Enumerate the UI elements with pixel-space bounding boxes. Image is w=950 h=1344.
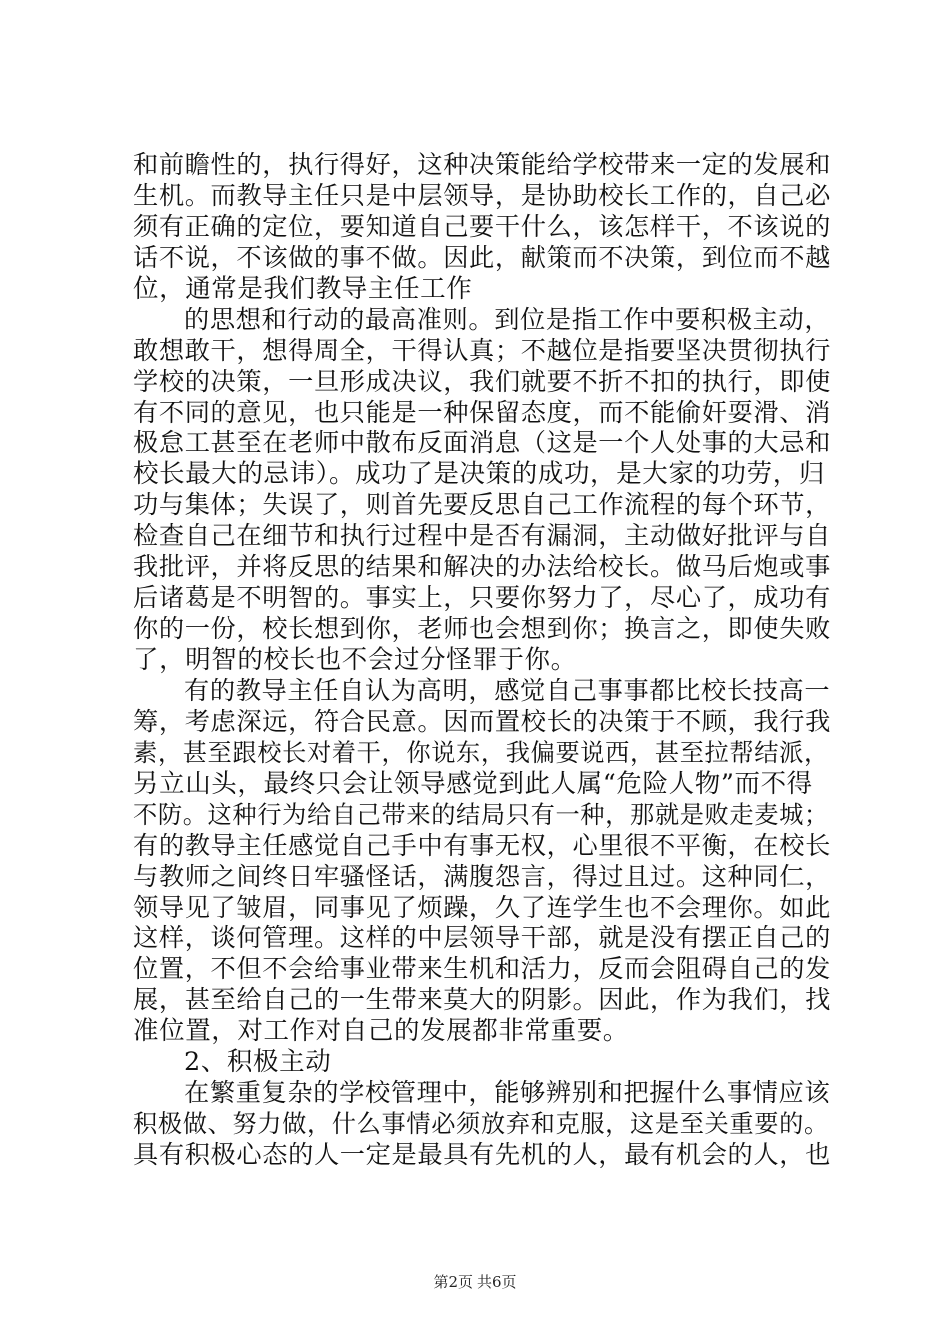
page-footer: [0, 1272, 950, 1292]
text-line: 校长最大的忌讳）。成功了是决策的成功，是大家的功劳，归: [133, 459, 825, 490]
section-heading: 2、积极主动: [184, 1047, 332, 1078]
text-line: 不防。这种行为给自己带来的结局只有一种，那就是败走麦城；: [133, 799, 829, 829]
text-line: 话不说，不该做的事不做。因此，献策而不决策，到位而不越: [133, 242, 831, 272]
text-line: 生机。而教导主任只是中层领导，是协助校长工作的，自己必: [133, 180, 831, 210]
text-line: 准位置，对工作对自己的发展都非常重要。: [133, 1016, 629, 1047]
text-line: 具有积极心态的人一定是最具有先机的人，最有机会的人，也: [133, 1140, 831, 1169]
text-line: 筹，考虑深远，符合民意。因而置校长的决策于不顾，我行我: [133, 706, 831, 736]
text-line: 与教师之间终日牢骚怪话，满腹怨言，得过且过。这种同仁，: [133, 861, 831, 891]
text-line: 积极做、努力做，什么事情必须放弃和克服，这是至关重要的。: [133, 1109, 829, 1139]
text-line: 须有正确的定位，要知道自己要干什么，该怎样干，不该说的: [133, 211, 831, 241]
text-line: 学校的决策，一旦形成决议，我们就要不折不扣的执行，即使: [133, 366, 831, 396]
text-line: 位，通常是我们教导主任工作: [133, 273, 473, 304]
text-line: 有不同的意见，也只能是一种保留态度，而不能偷奸耍滑、消: [133, 397, 831, 427]
text-line: 检查自己在细节和执行过程中是否有漏洞，主动做好批评与自: [133, 521, 831, 551]
text-line: 我批评，并将反思的结果和解决的办法给校长。做马后炮或事: [133, 552, 831, 582]
text-line: 你的一份，校长想到你，老师也会想到你；换言之，即使失败: [133, 614, 831, 644]
text-line: 和前瞻性的，执行得好，这种决策能给学校带来一定的发展和: [133, 150, 831, 179]
text-line: 的思想和行动的最高准则。到位是指工作中要积极主动，: [184, 304, 831, 334]
text-line: 在繁重复杂的学校管理中，能够辨别和把握什么事情应该: [184, 1078, 831, 1108]
text-line: 另立山头，最终只会让领导感觉到此人属“危险人物”而不得: [133, 768, 813, 799]
text-line: 功与集体；失误了，则首先要反思自己工作流程的每个环节，: [133, 490, 831, 520]
text-line: 有的教导主任自认为高明，感觉自己事事都比校长技高一: [184, 675, 831, 705]
page-number: 第2页: [433, 1273, 473, 1291]
text-line: 后诸葛是不明智的。事实上，只要你努力了，尽心了，成功有: [133, 583, 831, 613]
text-line: 这样，谈何管理。这样的中层领导干部，就是没有摆正自己的: [133, 923, 831, 953]
text-line: 敢想敢干，想得周全，干得认真；不越位是指要坚决贯彻执行: [133, 335, 831, 365]
document-body: [133, 150, 833, 1171]
text-line: 素，甚至跟校长对着干，你说东，我偏要说西，甚至拉帮结派，: [133, 737, 829, 767]
text-line: 位置，不但不会给事业带来生机和活力，反而会阻碍自己的发: [133, 954, 831, 984]
text-line: 领导见了皱眉，同事见了烦躁，久了连学生也不会理你。如此: [133, 892, 831, 922]
page-total: 共6页: [477, 1273, 517, 1291]
text-line: 极怠工甚至在老师中散布反面消息（这是一个人处事的大忌和: [133, 428, 831, 458]
text-line: 有的教导主任感觉自己手中有事无权，心里很不平衡，在校长: [133, 830, 831, 860]
text-line: 展，甚至给自己的一生带来莫大的阴影。因此，作为我们，找: [133, 985, 831, 1015]
text-line: 了，明智的校长也不会过分怪罪于你。: [133, 645, 577, 675]
